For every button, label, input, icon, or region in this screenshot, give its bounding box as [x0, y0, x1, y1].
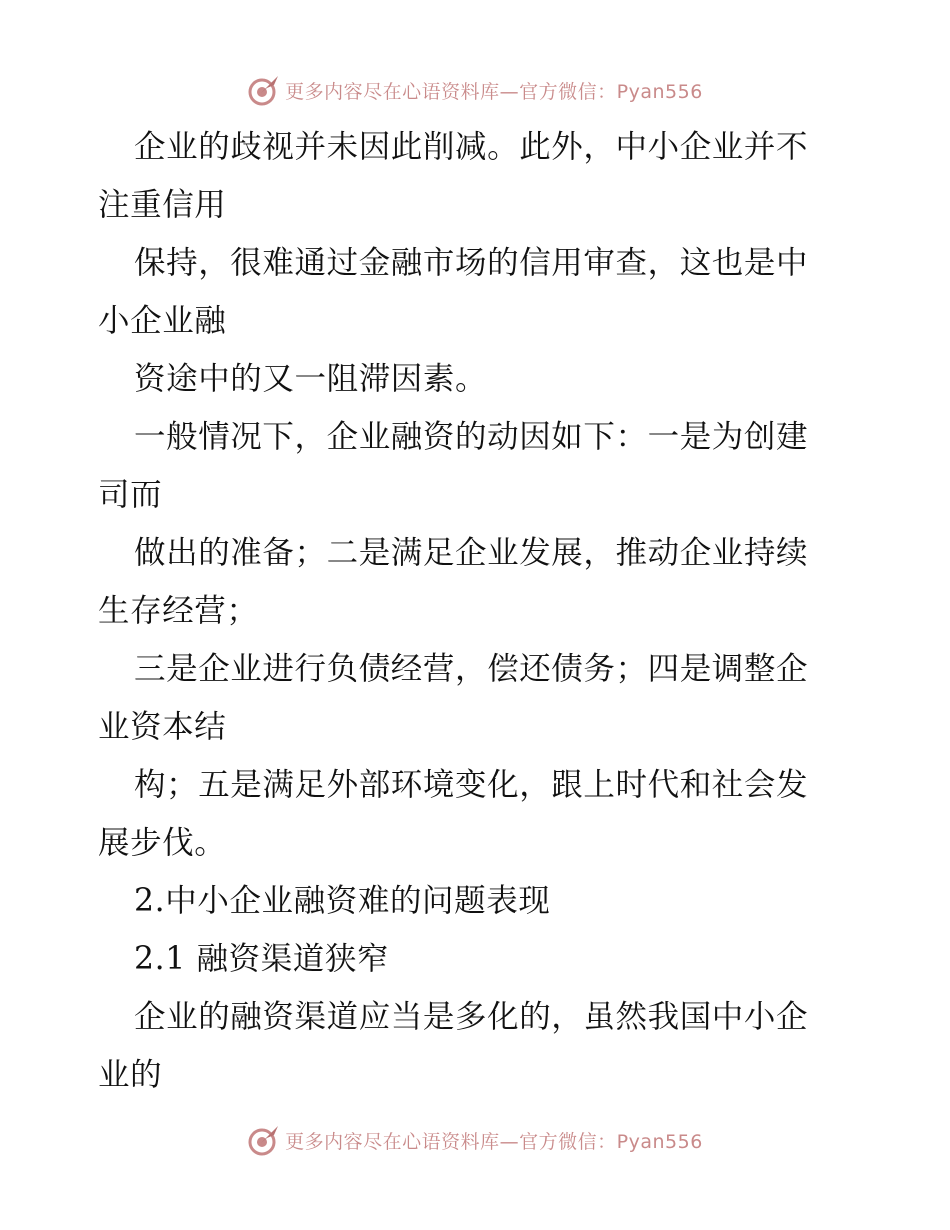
paragraph-line: 三是企业进行负债经营，偿还债务；四是调整企	[134, 651, 809, 687]
paragraph-line: 生存经营；	[98, 593, 259, 629]
paragraph-line: 小企业融	[98, 303, 227, 339]
paragraph-line: 保持，很难通过金融市场的信用审查，这也是中	[134, 245, 809, 281]
paragraph-line: 企业的歧视并未因此削减。此外，中小企业并不	[134, 129, 809, 165]
paragraph-line: 资途中的又一阻滞因素。	[134, 361, 488, 397]
paragraph-line: 企业的融资渠道应当是多化的，虽然我国中小企	[134, 999, 809, 1035]
document-body	[98, 118, 854, 1104]
quill-logo-icon	[247, 1123, 281, 1157]
paragraph-line: 做出的准备；二是满足企业发展，推动企业持续	[134, 535, 809, 571]
subsection-heading: 2.1 融资渠道狭窄	[134, 941, 390, 977]
paragraph-line: 注重信用	[98, 187, 227, 223]
header-watermark-text: 更多内容尽在心语资料库—官方微信：Pyan556	[285, 80, 703, 103]
quill-logo-icon	[247, 73, 281, 107]
footer-watermark-text: 更多内容尽在心语资料库—官方微信：Pyan556	[285, 1130, 703, 1153]
paragraph-line: 司而	[98, 477, 163, 513]
paragraph-line: 构；五是满足外部环境变化，跟上时代和社会发	[134, 767, 809, 803]
header-watermark-banner	[0, 70, 950, 110]
paragraph-line: 业资本结	[98, 709, 227, 745]
paragraph-line: 业的	[98, 1057, 163, 1093]
paragraph-line: 展步伐。	[98, 825, 227, 861]
section-heading: 2.中小企业融资难的问题表现	[134, 883, 551, 919]
footer-watermark-banner	[0, 1120, 950, 1160]
paragraph-line: 一般情况下，企业融资的动因如下：一是为创建	[134, 419, 809, 455]
